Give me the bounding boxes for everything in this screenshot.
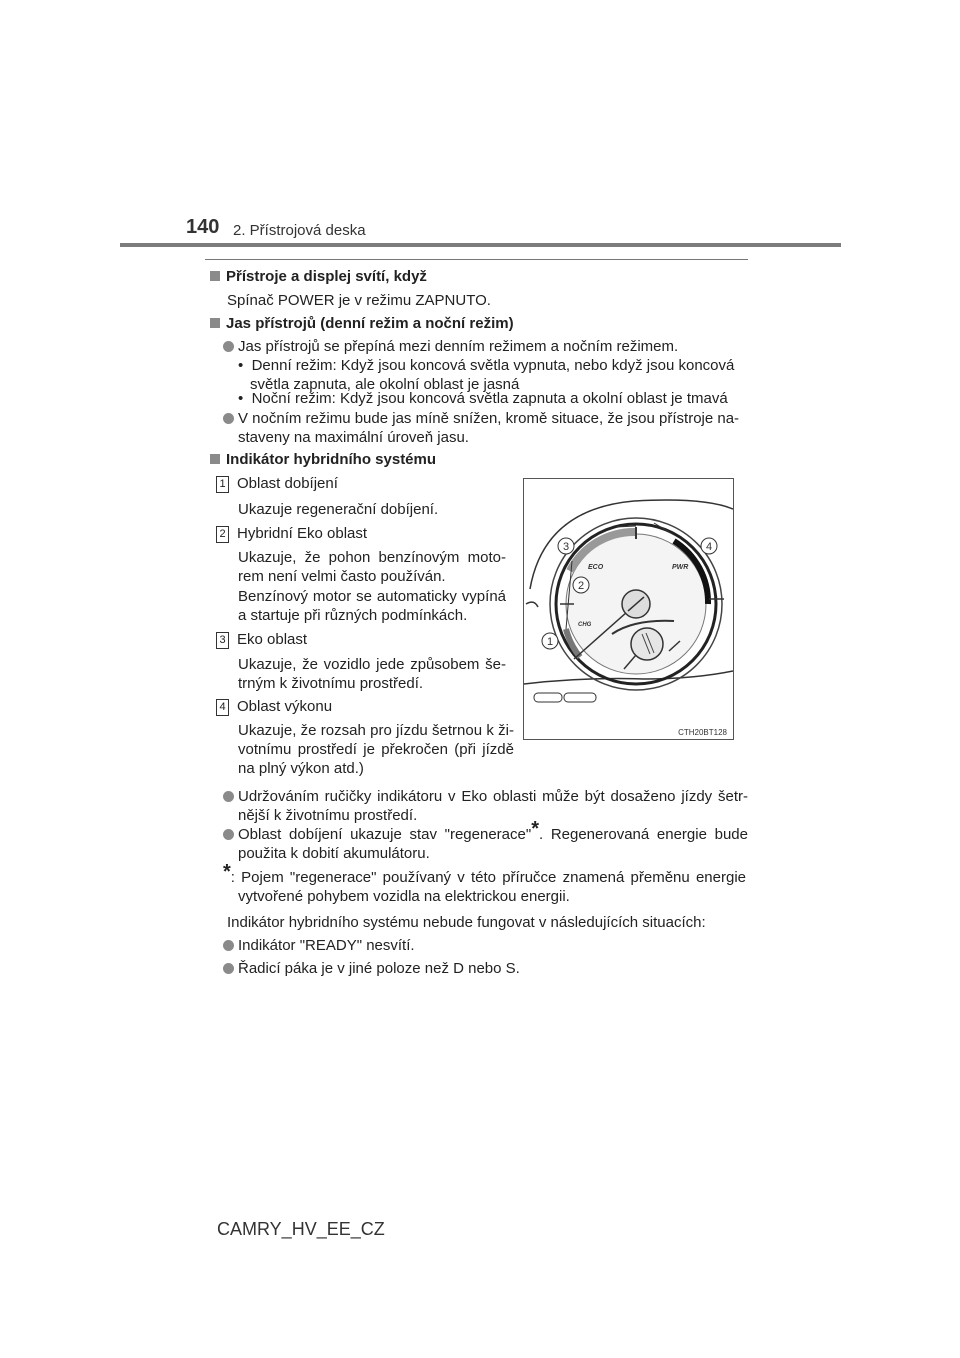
square-bullet-icon — [210, 271, 220, 281]
circle-bullet-icon — [223, 341, 234, 352]
circle-bullet-icon — [223, 829, 234, 840]
item-3-desc: Ukazuje, že vozidlo jede způsobem še-trným k životnímu prostředí. — [238, 656, 506, 692]
page-number: 140 — [186, 216, 220, 238]
figure-code: CTH20BT128 — [678, 728, 727, 737]
bullet-eco-driving: Udržováním ručičky indikátoru v Eko oblasti může být dosaženo jízdy šetr- nější k životnímu prostředí. — [223, 787, 748, 825]
hybrid-indicator-figure — [523, 478, 734, 740]
svg-text:2: 2 — [577, 580, 585, 592]
heading-hybrid-indicator: Indikátor hybridního systému — [210, 450, 436, 469]
circle-bullet-icon — [223, 413, 234, 424]
gauge-illustration — [524, 479, 733, 739]
item-4-title: 4 Oblast výkonu — [216, 697, 332, 716]
label-eco: ECO — [588, 564, 604, 571]
callout-3-marker — [558, 538, 574, 554]
circle-bullet-icon — [223, 963, 234, 974]
callout-number-3: 3 — [216, 632, 229, 649]
square-bullet-icon — [210, 454, 220, 464]
bullet-regeneration: Oblast dobíjení ukazuje stav "regenerace"*. Regenerovaná energie bude použita k dobití akumulátoru. — [223, 824, 748, 863]
callout-4-marker — [701, 538, 717, 554]
label-chg: CHG — [578, 622, 592, 628]
svg-text:1: 1 — [546, 636, 554, 648]
sub-bullet-night-mode: • Noční režim: Když jsou koncová světla zapnuta a okolní oblast je tmavá — [238, 390, 728, 407]
callout-2-marker — [573, 577, 589, 593]
bullet-night-brightness: V nočním režimu bude jas míně snížen, kromě situace, že jsou přístroje na- staveny na maximální úroveň jasu. — [223, 409, 753, 447]
footer-doc-id: CAMRY_HV_EE_CZ — [217, 1219, 385, 1239]
bullet-brightness-switch: Jas přístrojů se přepíná mezi denním režimem a nočním režimem. — [223, 337, 678, 356]
square-bullet-icon — [210, 318, 220, 328]
item-2-title: 2 Hybridní Eko oblast — [216, 524, 367, 543]
heading-instruments-lit: Přístroje a displej svítí, když — [210, 267, 427, 286]
svg-text:3: 3 — [562, 541, 570, 553]
item-4-desc: Ukazuje, že rozsah pro jízdu šetrnou k ži-votnímu prostředí je překročen (při jízdě na plný výkon atd.) — [238, 722, 514, 777]
item-2-desc: Ukazuje, že pohon benzínovým moto-rem není velmi často používán. — [238, 549, 506, 585]
callout-number-2: 2 — [216, 526, 229, 543]
circle-bullet-icon — [223, 791, 234, 802]
item-1-title: 1 Oblast dobíjení — [216, 474, 338, 493]
svg-text:4: 4 — [705, 541, 713, 553]
paragraph-power-switch: Spínač POWER je v režimu ZAPNUTO. — [227, 292, 491, 309]
section-title: 2. Přístrojová deska — [233, 222, 366, 239]
label-pwr: PWR — [672, 564, 689, 571]
circle-bullet-icon — [223, 940, 234, 951]
callout-number-4: 4 — [216, 699, 229, 716]
sub-bullet-day-mode: • Denní režim: Když jsou koncová světla vypnuta, nebo když jsou koncová světla zapnuta, ale okolní oblast je jasná — [238, 357, 735, 393]
bullet-shift-lever: Řadicí páka je v jiné poloze než D nebo S. — [223, 959, 520, 978]
callout-1-marker — [542, 633, 558, 649]
top-rule — [205, 259, 748, 260]
callout-number-1: 1 — [216, 476, 229, 493]
footnote-regeneration: *: Pojem "regenerace" používaný v této příručce znamená přeměnu energie vytvořené pohybem vozidla na elektrickou energii. — [223, 861, 746, 905]
header-rule — [120, 243, 841, 247]
heading-brightness: Jas přístrojů (denní režim a noční režim) — [210, 314, 514, 333]
item-3-title: 3 Eko oblast — [216, 630, 307, 649]
item-2-desc-2: Benzínový motor se automaticky vypíná a startuje při různých podmínkách. — [238, 588, 506, 624]
paragraph-not-working: Indikátor hybridního systému nebude fungovat v následujících situacích: — [227, 914, 706, 931]
dash-button-shape — [534, 693, 562, 702]
bullet-ready-off: Indikátor "READY" nesvítí. — [223, 936, 415, 955]
item-1-desc: Ukazuje regenerační dobíjení. — [238, 501, 439, 518]
